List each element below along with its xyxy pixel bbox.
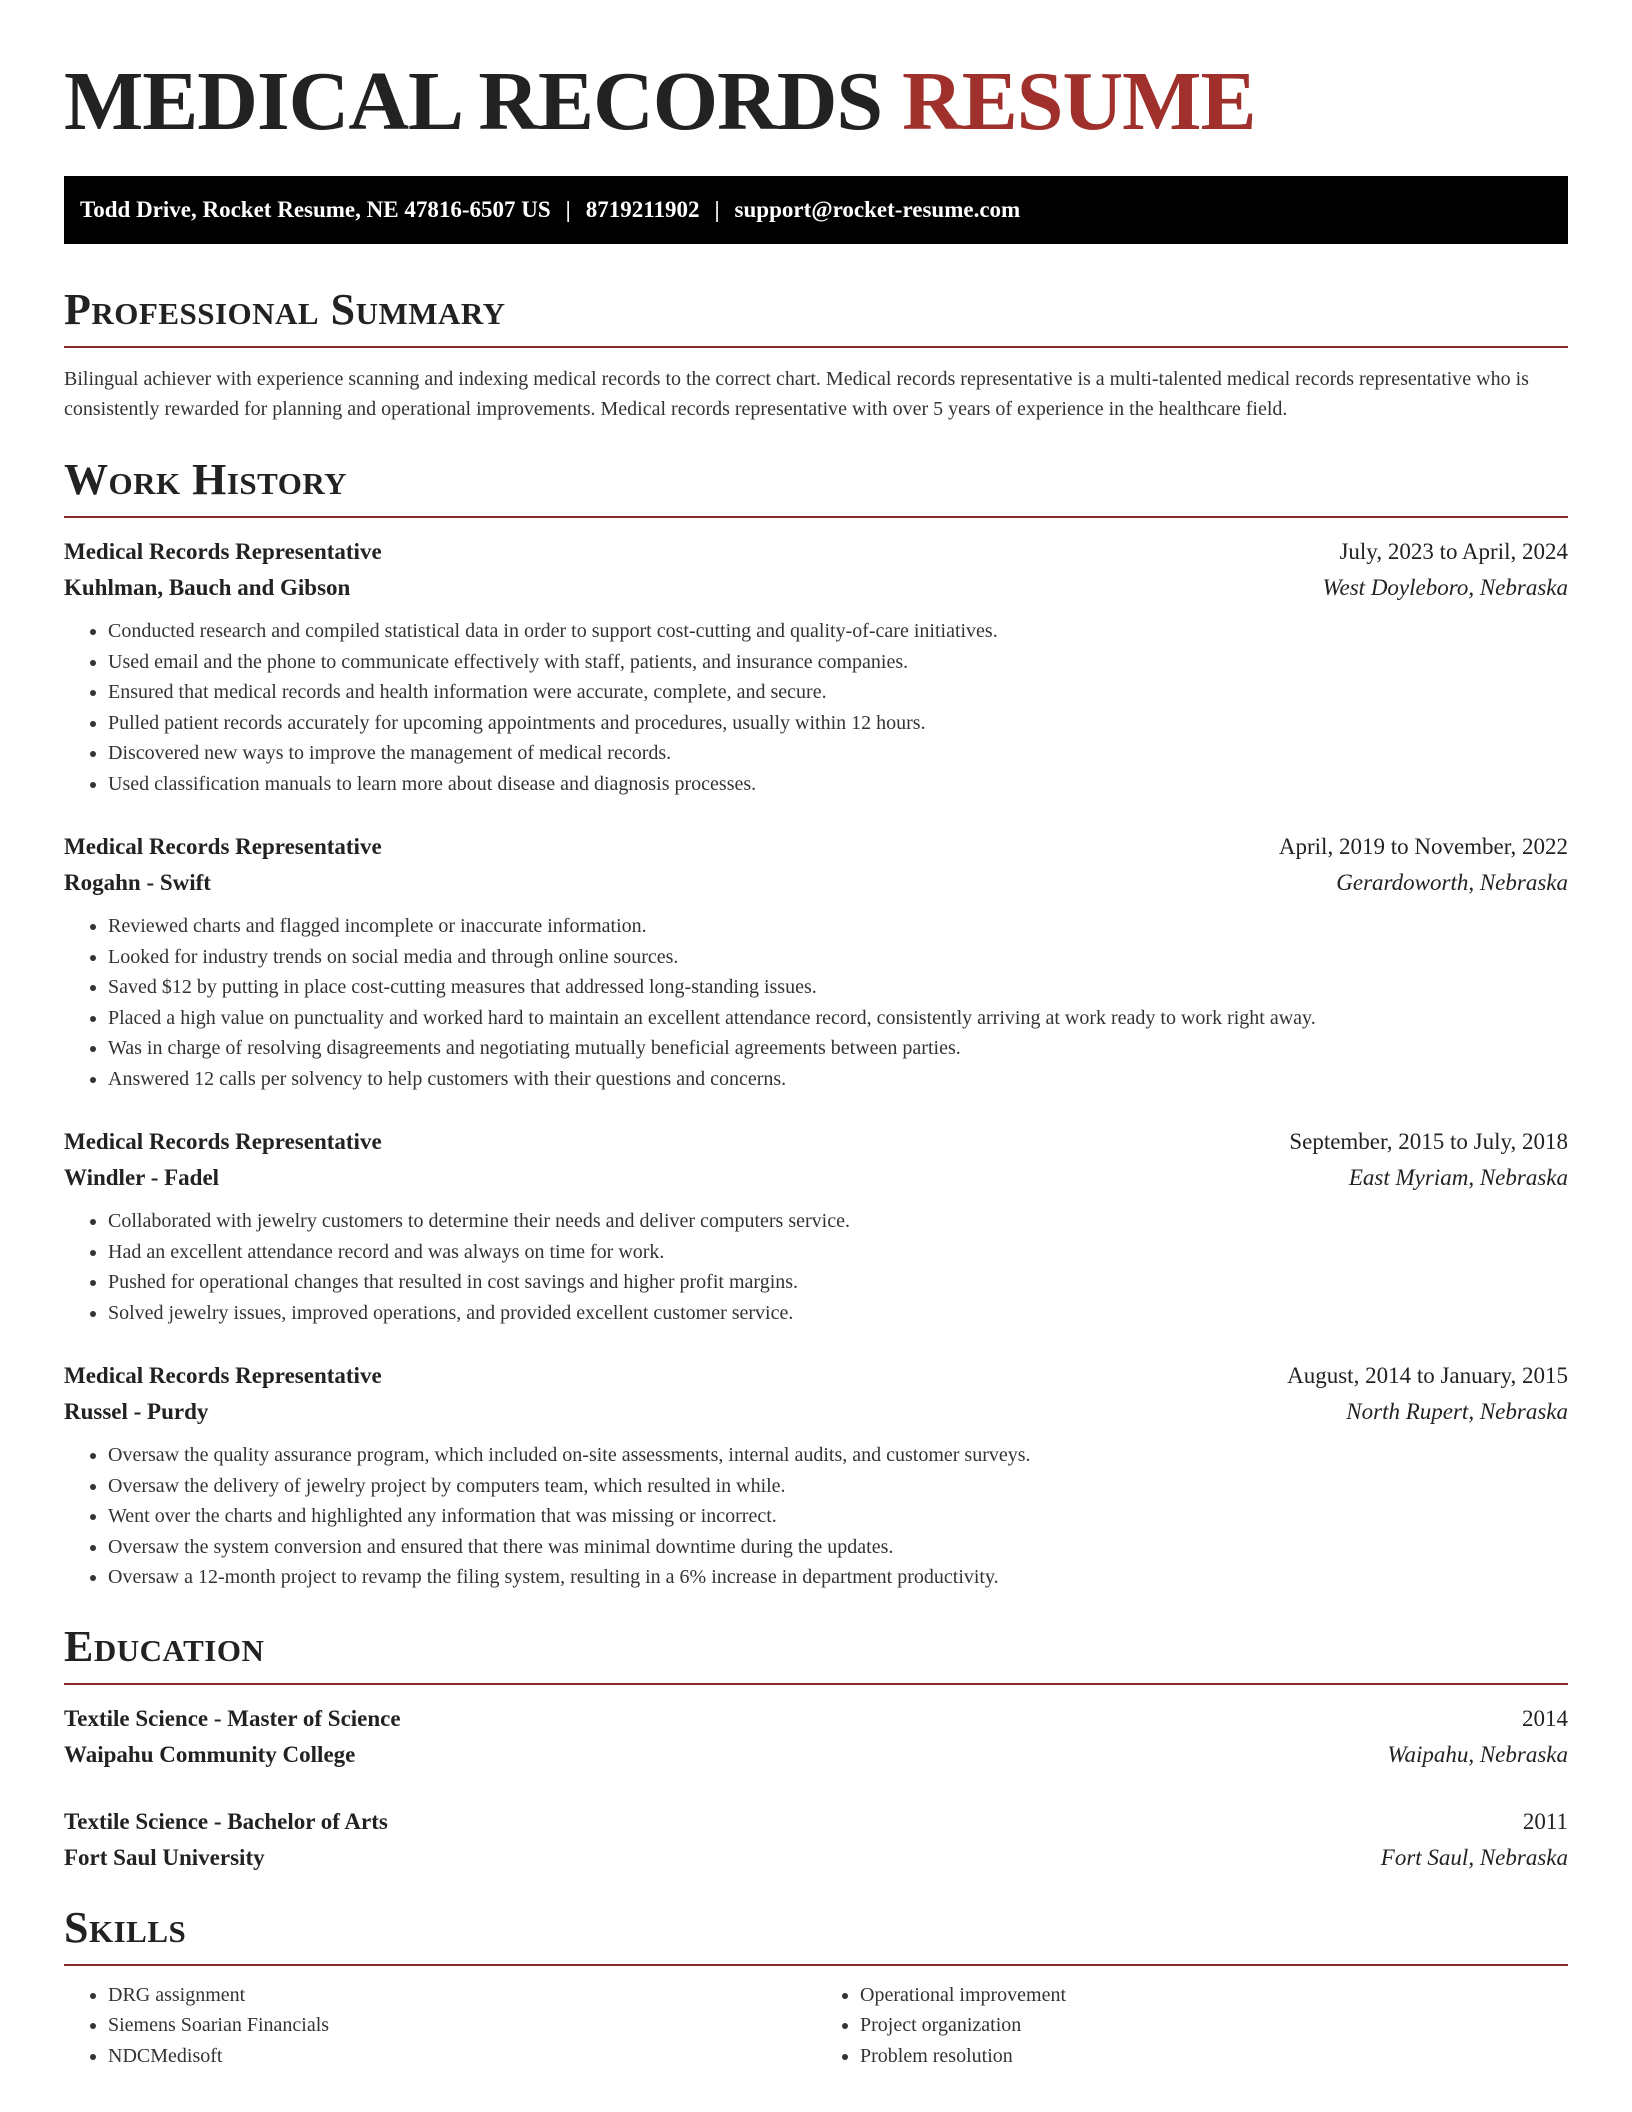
section-divider (64, 1964, 1568, 1966)
job-header (64, 829, 1568, 865)
summary-text: Bilingual achiever with experience scanning and indexing medical records to the correct chart. Medical records representative is a multi-talented medical records representative who is consistently rewarded for planning and operational improvements. Medical records representative with over 5 years of experience in the healthcare field. (64, 368, 1529, 420)
job-header (64, 1358, 1568, 1394)
job-subheader (64, 1160, 1568, 1196)
contact-phone: 8719211902 (585, 197, 700, 222)
contact-address: Todd Drive, Rocket Resume, NE 47816-6507 US (80, 197, 551, 222)
job-bullet: • Reviewed charts and flagged incomplete or inaccurate information. (108, 911, 1568, 942)
job-bullet: • Oversaw a 12-month project to revamp the filing system, resulting in a 6% increase in department productivity. (108, 1562, 1568, 1593)
job-bullets (64, 911, 1568, 1094)
section-divider (64, 346, 1568, 348)
job-bullet: • Pulled patient records accurately for upcoming appointments and procedures, usually within 12 hours. (108, 708, 1568, 739)
skill-item: • Problem resolution (860, 2041, 1568, 2072)
skills-list (64, 1980, 816, 2072)
skills-grid (64, 1980, 1568, 2072)
education-entry (64, 1804, 1568, 1876)
job-bullet: • Oversaw the quality assurance program, which included on-site assessments, internal audits, and customer surveys. (108, 1440, 1568, 1471)
education-school: Fort Saul University (64, 1844, 265, 1870)
education-header (64, 1701, 1568, 1737)
skill-item: • DRG assignment (108, 1980, 816, 2011)
job-location: North Rupert, Nebraska (1346, 1399, 1568, 1424)
job-bullet: • Conducted research and compiled statistical data in order to support cost-cutting and quality-of-care initiatives. (108, 616, 1568, 647)
job-entry (64, 534, 1568, 799)
education-school: Waipahu Community College (64, 1741, 356, 1767)
work-history-section (64, 454, 1568, 1593)
education-subheader (64, 1840, 1568, 1876)
skill-item: • NDCMedisoft (108, 2041, 816, 2072)
job-dates: September, 2015 to July, 2018 (1289, 1129, 1568, 1154)
job-bullets (64, 1206, 1568, 1328)
job-subheader (64, 865, 1568, 901)
job-location: West Doyleboro, Nebraska (1322, 575, 1568, 600)
job-location: East Myriam, Nebraska (1348, 1165, 1568, 1190)
job-title: Medical Records Representative (64, 1129, 382, 1154)
contact-bar (64, 176, 1568, 244)
job-bullet: • Oversaw the delivery of jewelry project by computers team, which resulted in while. (108, 1471, 1568, 1502)
job-subheader (64, 570, 1568, 606)
summary-section (64, 284, 1568, 424)
job-bullet: • Went over the charts and highlighted any information that was missing or incorrect. (108, 1501, 1568, 1532)
job-bullet: • Used classification manuals to learn more about disease and diagnosis processes. (108, 769, 1568, 800)
job-dates: August, 2014 to January, 2015 (1287, 1363, 1568, 1388)
skill-item: • Siemens Soarian Financials (108, 2010, 816, 2041)
work-history-heading: Work History (64, 455, 348, 504)
contact-separator: | (714, 197, 720, 222)
job-bullet: • Oversaw the system conversion and ensured that there was minimal downtime during the updates. (108, 1532, 1568, 1563)
section-divider (64, 1683, 1568, 1685)
job-bullet: • Used email and the phone to communicate effectively with staff, patients, and insurance companies. (108, 647, 1568, 678)
skills-column-right (816, 1980, 1568, 2072)
education-section (64, 1621, 1568, 1876)
job-bullet: • Answered 12 calls per solvency to help customers with their questions and concerns. (108, 1064, 1568, 1095)
job-bullet: • Placed a high value on punctuality and worked hard to maintain an excellent attendance record, consistently arriving at work ready to work right away. (108, 1003, 1568, 1034)
job-bullet: • Ensured that medical records and health information were accurate, complete, and secure. (108, 677, 1568, 708)
job-bullet: • Pushed for operational changes that resulted in cost savings and higher profit margins. (108, 1267, 1568, 1298)
education-entry (64, 1701, 1568, 1773)
education-location: Waipahu, Nebraska (1387, 1741, 1568, 1767)
job-bullet: • Had an excellent attendance record and was always on time for work. (108, 1237, 1568, 1268)
resume-title (64, 0, 1568, 152)
skill-item: • Project organization (860, 2010, 1568, 2041)
education-subheader (64, 1737, 1568, 1773)
job-entry (64, 829, 1568, 1094)
job-dates: April, 2019 to November, 2022 (1278, 834, 1568, 859)
job-bullet: • Discovered new ways to improve the management of medical records. (108, 738, 1568, 769)
contact-email: support@rocket-resume.com (734, 197, 1021, 222)
job-company: Russel - Purdy (64, 1399, 209, 1424)
summary-heading: Professional Summary (64, 285, 506, 334)
job-bullet: • Looked for industry trends on social media and through online sources. (108, 942, 1568, 973)
skills-list (816, 1980, 1568, 2072)
job-dates: July, 2023 to April, 2024 (1339, 539, 1568, 564)
education-header (64, 1804, 1568, 1840)
skill-item: • Operational improvement (860, 1980, 1568, 2011)
job-company: Windler - Fadel (64, 1165, 220, 1190)
job-company: Rogahn - Swift (64, 870, 211, 895)
job-title: Medical Records Representative (64, 834, 382, 859)
job-header (64, 1124, 1568, 1160)
job-bullet: • Saved $12 by putting in place cost-cutting measures that addressed long-standing issues. (108, 972, 1568, 1003)
job-entry (64, 1358, 1568, 1593)
education-degree: Textile Science - Master of Science (64, 1705, 401, 1731)
job-bullet: • Solved jewelry issues, improved operations, and provided excellent customer service. (108, 1298, 1568, 1329)
title-main: MEDICAL RECORDS (64, 55, 883, 148)
skills-section (64, 1902, 1568, 2072)
skills-column-left (64, 1980, 816, 2072)
job-entry (64, 1124, 1568, 1328)
education-degree: Textile Science - Bachelor of Arts (64, 1808, 388, 1834)
job-bullets (64, 1440, 1568, 1593)
job-bullet: • Was in charge of resolving disagreements and negotiating mutually beneficial agreements between parties. (108, 1033, 1568, 1064)
job-company: Kuhlman, Bauch and Gibson (64, 575, 351, 600)
education-location: Fort Saul, Nebraska (1380, 1844, 1568, 1870)
job-header (64, 534, 1568, 570)
skills-heading: Skills (64, 1902, 187, 1952)
contact-separator: | (565, 197, 571, 222)
job-location: Gerardoworth, Nebraska (1336, 870, 1568, 895)
education-heading: Education (64, 1621, 265, 1671)
title-accent: RESUME (902, 55, 1256, 148)
education-year: 2014 (1522, 1705, 1568, 1731)
job-subheader (64, 1394, 1568, 1430)
section-divider (64, 516, 1568, 518)
job-title: Medical Records Representative (64, 539, 382, 564)
job-bullet: • Collaborated with jewelry customers to determine their needs and deliver computers service. (108, 1206, 1568, 1237)
job-title: Medical Records Representative (64, 1363, 382, 1388)
job-bullets (64, 616, 1568, 799)
education-year: 2011 (1522, 1808, 1568, 1834)
